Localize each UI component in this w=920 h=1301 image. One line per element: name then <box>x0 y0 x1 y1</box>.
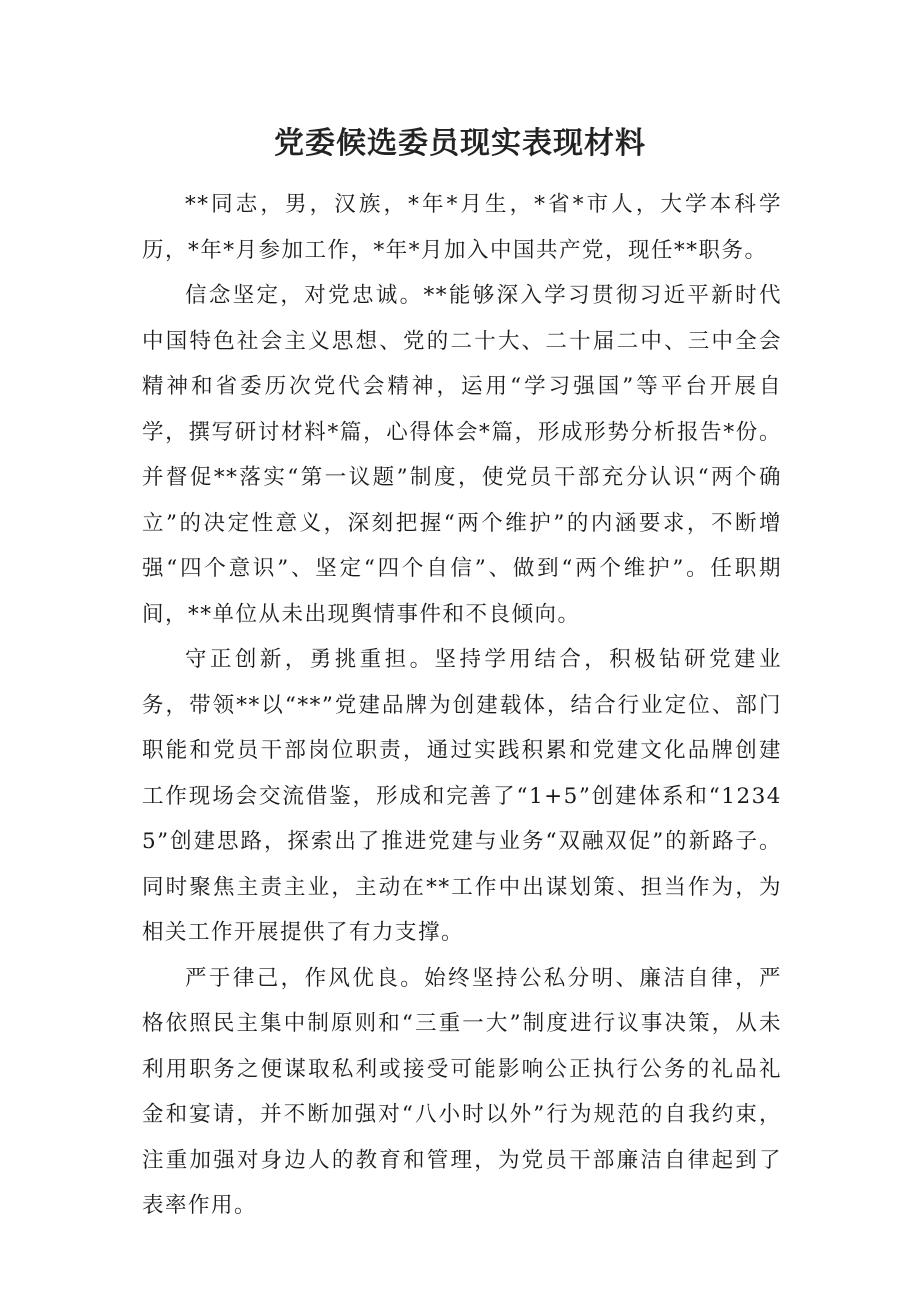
document-title: 党委候选委员现实表现材料 <box>274 126 646 161</box>
paragraph-self-discipline: 严于律己，作风优良。始终坚持公私分明、廉洁自律，严格依照民主集中制原则和“三重一大”制度进行议事决策，从未利用职务之便谋取私利或接受可能影响公正执行公务的礼品礼金和宴请，并不断加强对“八小时以外”行为规范的自我约束，注重加强对身边人的教育和管理，为党员干部廉洁自律起到了表率作用。 <box>142 965 782 1218</box>
paragraph-personal-info: **同志，男，汉族，*年*月生，*省*市人，大学本科学历，*年*月参加工作，*年*月加入中国共产党，现任**职务。 <box>142 192 782 263</box>
paragraph-political-loyalty: 信念坚定，对党忠诚。**能够深入学习贯彻习近平新时代中国特色社会主义思想、党的二十大、二十届二中、三中全会精神和省委历次党代会精神，运用“学习强国”等平台开展自学，撰写研讨材料*篇，心得体会*篇，形成形势分析报告*份。并督促**落实“第一议题”制度，使党员干部充分认识“两个确立”的决定性意义，深刻把握“两个维护”的内涵要求，不断增强“四个意识”、坚定“四个自信”、做到“两个维护”。任职期间，**单位从未出现舆情事件和不良倾向。 <box>142 283 782 627</box>
document-body <box>142 182 782 1229</box>
paragraph-innovation: 守正创新，勇挑重担。坚持学用结合，积极钻研党建业务，带领**以“**”党建品牌为创建载体，结合行业定位、部门职能和党员干部岗位职责，通过实践积累和党建文化品牌创建工作现场会交流借鉴，形成和完善了“1+5”创建体系和“12345”创建思路，探索出了推进党建与业务“双融双促”的新路子。同时聚焦主责主业，主动在**工作中出谋划策、担当作为，为相关工作开展提供了有力支撑。 <box>142 647 782 945</box>
